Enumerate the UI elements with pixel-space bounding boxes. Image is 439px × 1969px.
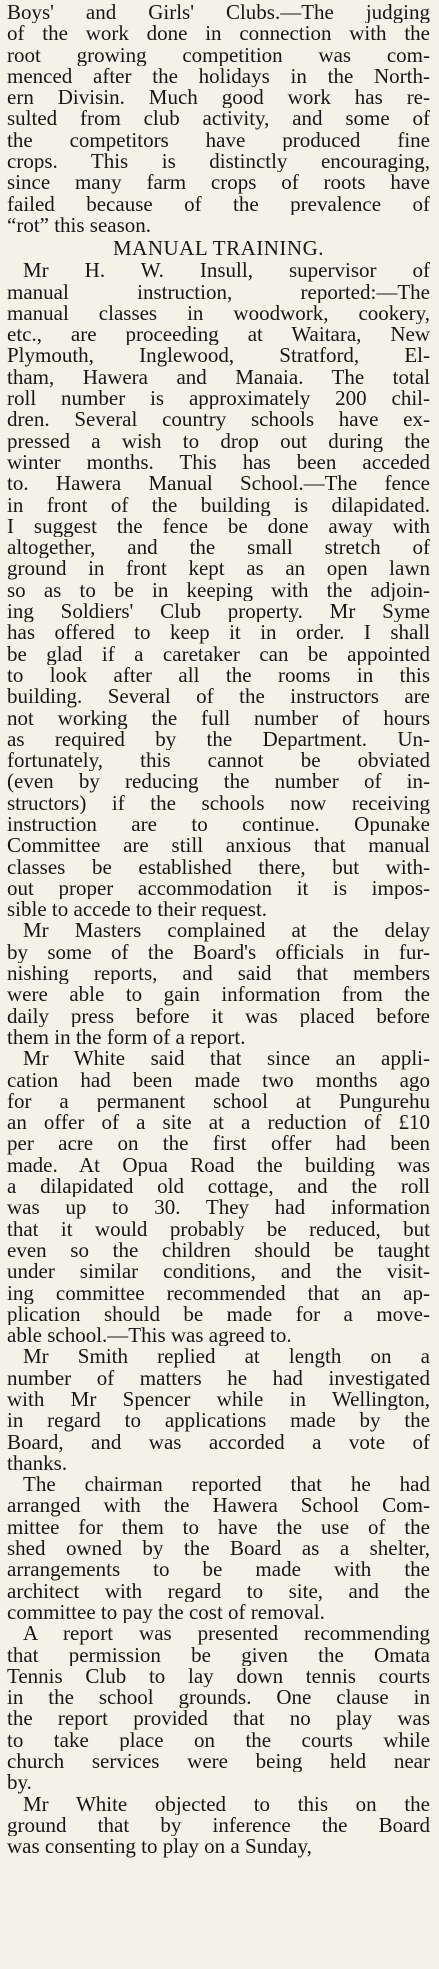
text-line: an offer of a site at a reduction of £10 [7,1112,430,1134]
text-line: Plymouth, Inglewood, Stratford, El- [7,345,430,367]
text-line: arrangements to be made with the [7,1559,430,1581]
text-line: has offered to keep it in order. I shall [7,622,430,644]
text-line: Mr White said that since an appli- [23,1048,430,1070]
text-line: instruction are to continue. Opunake [7,813,430,836]
text-line: A report was presented recommending [23,1623,430,1645]
text-line: to look after all the rooms in this [7,664,430,687]
text-line: out proper accommodation it is impos- [7,877,430,900]
text-line: arranged with the Hawera School Com- [7,1495,430,1517]
article-paragraph [7,920,430,1048]
text-line: Mr H. W. Insull, supervisor of [23,260,430,282]
text-line: sulted from club activity, and some of [7,108,430,130]
text-line: that it would probably be reduced, but [7,1218,430,1240]
text-line: of the work done in connection with the [7,23,430,45]
text-line: ing committee recommended that an ap- [7,1282,430,1304]
text-line: ground that by inference the Board [7,1814,430,1837]
text-line: classes be established there, but with- [7,856,430,878]
text-line: ground in front kept as an open lawn [7,558,430,580]
text-line: The chairman reported that he had [23,1474,430,1496]
text-line: that permission be given the Omata [7,1644,430,1666]
text-line: was consenting to play on a Sunday, [7,1836,312,1858]
text-line: be glad if a caretaker can be appointed [7,643,430,665]
text-line: daily press before it was placed before [7,1005,430,1027]
text-line: pressed a wish to drop out during the [7,430,430,452]
text-line: the competitors have produced fine [7,129,430,152]
text-line: architect with regard to site, and the [7,1580,430,1602]
text-line: manual classes in woodwork, cookery, [7,302,430,325]
text-line: by. [7,1772,32,1794]
text-line: menced after the holidays in the North- [7,65,430,88]
text-line: structors) if the schools now receiving [7,792,430,814]
text-line: were able to gain information from the [7,984,430,1006]
text-line: under similar conditions, and the visit- [7,1261,430,1283]
text-line: the report provided that no play was [7,1708,430,1730]
text-line: as required by the Department. Un- [7,728,430,751]
text-line: nishing reports, and said that members [7,963,430,985]
text-line: with Mr Spencer while in Wellington, [7,1389,430,1411]
text-line: root growing competition was com- [7,44,430,66]
text-line: by some of the Board's officials in fur- [7,941,430,964]
text-line: to take place on the courts while [7,1729,430,1752]
text-line: building. Several of the instructors are [7,686,430,708]
text-line: (even by reducing the number of in- [7,771,430,793]
text-line: in regard to applications made by the [7,1410,430,1432]
article-paragraph [7,1346,430,1474]
text-line: tham, Hawera and Manaia. The total [7,366,430,389]
text-line: number of matters he had investigated [7,1367,430,1389]
text-line: them in the form of a report. [7,1026,246,1049]
text-line: fortunately, this cannot be obviated [7,750,430,772]
text-line: Boys' and Girls' Clubs.—The judging [7,2,430,24]
text-line: so as to be in keeping with the adjoin- [7,579,430,602]
text-line: Mr White objected to this on the [23,1793,430,1815]
text-line: I suggest the fence be done away with [7,515,430,538]
text-line: dren. Several country schools have ex- [7,409,430,431]
text-line: to. Hawera Manual School.—The fence [7,473,430,495]
text-line: altogether, and the small stretch of [7,537,430,559]
text-line: able school.—This was agreed to. [7,1325,292,1347]
text-line: per acre on the first offer had been [7,1133,430,1155]
text-line: sible to accede to their request. [7,899,268,921]
text-line: committee to pay the cost of removal. [7,1601,325,1624]
text-line: Committee are still anxious that manual [7,835,430,857]
text-line: ing Soldiers' Club property. Mr Syme [7,601,430,623]
text-line: plication should be made for a move- [7,1303,430,1326]
article-paragraph [7,260,430,920]
text-line: failed because of the prevalence of [7,193,430,215]
article-paragraph [7,1623,430,1793]
text-line: “rot” this season. [7,214,152,237]
article-paragraph [7,1048,430,1346]
text-line: a dilapidated old cottage, and the roll [7,1176,430,1198]
text-line: not working the full number of hours [7,707,430,729]
text-line: thanks. [7,1452,68,1475]
text-line: manual instruction, reported:—The [7,281,430,303]
text-line: for a permanent school at Pungurehu [7,1090,430,1113]
section-heading: MANUAL TRAINING. [113,236,324,261]
text-line: Tennis Club to lay down tennis courts [7,1665,430,1688]
text-line: in front of the building is dilapidated. [7,494,430,516]
article-body [7,260,430,1857]
text-line: mittee for them to have the use of the [7,1516,430,1539]
text-line: was up to 30. They had information [7,1197,430,1219]
text-line: Board, and was accorded a vote of [7,1431,430,1453]
article-paragraph [7,1474,430,1623]
text-line: cation had been made two months ago [7,1069,430,1091]
text-line: in the school grounds. One clause in [7,1687,430,1709]
text-line: since many farm crops of roots have [7,172,430,194]
text-line: made. At Opua Road the building was [7,1154,430,1177]
text-line: etc., are proceeding at Waitara, New [7,324,430,346]
text-line: church services were being held near [7,1751,430,1773]
clubs-paragraph [7,2,430,236]
article-paragraph [7,1794,430,1858]
text-line: even so the children should be taught [7,1239,430,1262]
text-line: Mr Smith replied at length on a [23,1346,430,1368]
text-line: winter months. This has been acceded [7,451,430,474]
text-line: Mr Masters complained at the delay [23,920,430,942]
text-line: ern Divisin. Much good work has re- [7,87,430,109]
text-line: shed owned by the Board as a shelter, [7,1538,430,1560]
text-line: crops. This is distinctly encouraging, [7,151,430,173]
text-line: roll number is approximately 200 chil- [7,388,430,410]
